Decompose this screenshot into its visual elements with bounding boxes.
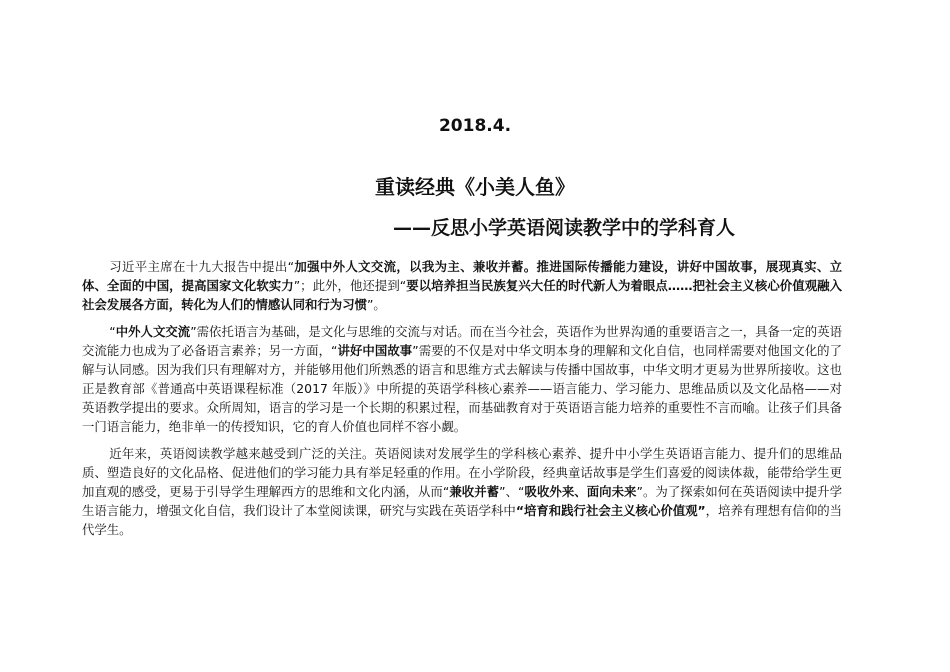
paragraph-text: “ — [109, 324, 116, 339]
paragraph-text: 习近平主席在十九大报告中提出“ — [109, 259, 295, 274]
paragraph-text: ”；此外，他还提到“ — [293, 278, 407, 293]
paragraph-text: ”需依托语言为基础，是文化与思维的交流与对话。而在当今社会，英语作为世界沟通的重要语言之一，具备一定的英语交流能力也成为了必备语言素养；另一方面，“ — [82, 324, 843, 358]
emphasized-text: 兼收并蓄 — [449, 484, 500, 499]
document-date: 2018.4. — [438, 116, 512, 136]
paragraph-text: ”。 — [366, 297, 386, 312]
emphasized-text: 要以培养担当民族复兴大任的时代新人为着眼点……把社会主义核心价值观融入社会发展各方面，转化为人们的情感认同和行为习惯 — [82, 278, 843, 312]
paragraph-3 — [82, 444, 842, 539]
paragraph-text: ”需要的不仅是对中华文明本身的理解和文化自信，也同样需要对他国文化的了解与认同感。因为我们只有理解对方，并能够用他们所熟悉的语言和思维方式去解读与传播中国故事，中华文明才更易为世界所接收。这也正是教育部《普通高中英语课程标准（2017 年版）》中所提的英语学科核心素养——语言能力、学习能力、思维品质以及文化品格——对英语教学提出的要求。众所周知，语言的学习是一个长期的积累过程，而基础教育对于英语语言能力培养的重要性不言而喻。让孩子们具备一门语言能力，绝非单一的传授知识，它的育人价值也同样不容小觑。 — [82, 343, 843, 434]
paragraph-2 — [82, 322, 842, 436]
paragraph-1 — [82, 257, 842, 314]
paragraph-text: 近年来，英语阅读教学越来越受到广泛的关注。英语阅读对发展学生的学科核心素养、提升中小学生英语语言能力、提升们的思维品质、塑造良好的文化品格、促进他们的学习能力具有举足轻重的作用。在小学阶段，经典童话故事是学生们喜爱的阅读体裁，能带给学生更加直观的感受，更易于引导学生理解西方的思维和文化内涵，从而“ — [82, 446, 842, 499]
emphasized-text: 讲好中国故事 — [337, 343, 413, 358]
paragraph-text: ，培养有理想有信仰的当代学生。 — [82, 503, 843, 537]
paragraph-text: ”。为了探索如何在英语阅读中提升学生语言能力，增强文化自信，我们设计了本堂阅读课，研究与实践在英语学科中 — [82, 484, 843, 518]
document-subtitle: ——反思小学英语阅读教学中的学科育人 — [393, 217, 736, 239]
document-title: 重读经典《小美人鱼》 — [375, 175, 575, 199]
emphasized-text: 中外人文交流 — [115, 324, 191, 339]
document-body — [82, 257, 842, 547]
emphasized-text: “培育和践行社会主义核心价值观” — [515, 503, 706, 518]
paragraph-text: ”、“ — [499, 484, 525, 499]
emphasized-text: 加强中外人文交流，以我为主、兼收并蓄。推进国际传播能力建设，讲好中国故事，展现真实、立体、全面的中国，提高国家文化软实力 — [82, 259, 842, 293]
emphasized-text: 吸收外来、面向未来 — [524, 484, 637, 499]
